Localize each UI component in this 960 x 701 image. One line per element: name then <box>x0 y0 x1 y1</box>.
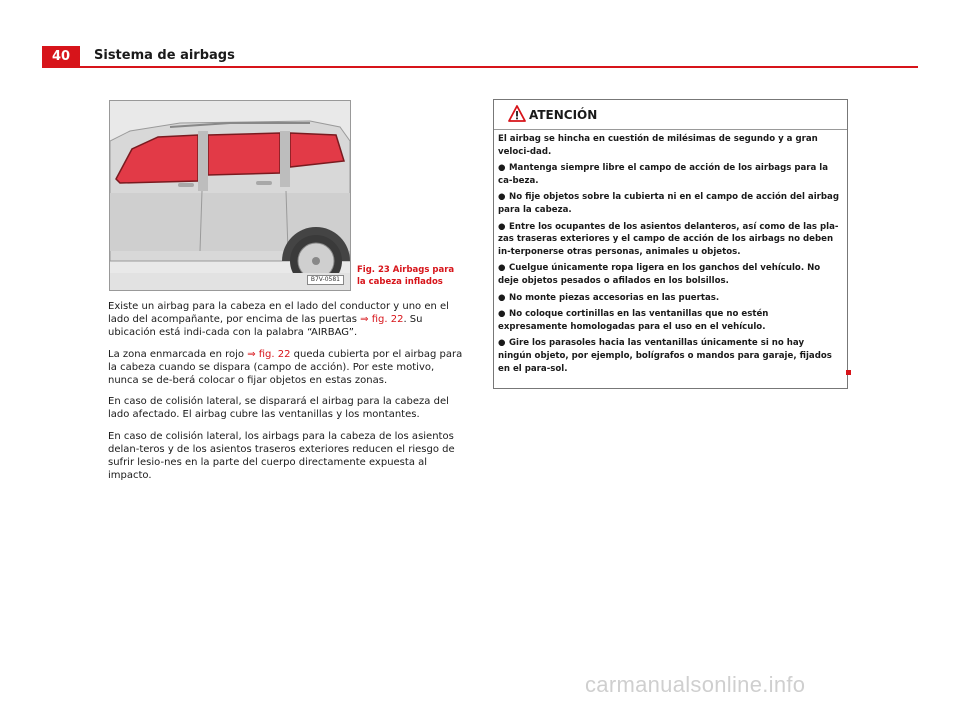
bullet-icon: ● <box>498 192 506 203</box>
warning-item <box>498 292 839 305</box>
end-of-section-marker <box>846 370 851 375</box>
figure-caption: Fig. 23 Airbags para la cabeza inflados <box>357 265 455 287</box>
figure-code: B7V-0581 <box>307 275 344 285</box>
warning-body <box>494 130 847 375</box>
watermark: carmanualsonline.info <box>585 672 806 697</box>
warning-item <box>498 337 839 375</box>
paragraph-4: En caso de colisión lateral, los airbags para la cabeza de los asientos delan-teros y de los asientos traseros exteriores reducen el riesgo de sufrir lesio-nes en la parte del cuerpo directamente expuesta al impacto. <box>108 430 455 482</box>
warning-item-text: No fije objetos sobre la cubierta ni en el campo de acción del airbag para la cabeza. <box>498 192 839 215</box>
bullet-icon: ● <box>498 163 506 174</box>
warning-item-text: Mantenga siempre libre el campo de acción de los airbags para la ca-beza. <box>498 163 829 186</box>
figure-reference-link[interactable]: ⇒ fig. 22 <box>247 348 291 360</box>
paragraph-1 <box>108 300 463 340</box>
warning-item-text: Entre los ocupantes de los asientos delanteros, así como de las pla-zas traseras exteriores y el campo de acción de los airbags no deben in-terponerse otras personas, animales u objetos. <box>498 221 839 257</box>
warning-header <box>494 100 847 130</box>
warning-triangle-icon <box>508 105 526 122</box>
bullet-icon: ● <box>498 309 506 320</box>
warning-item <box>498 262 839 287</box>
paragraph-1-text-b: . Su ubicación está indi-cada con la palabra “AIRBAG”. <box>108 314 423 339</box>
warning-item-text: No coloque cortinillas en las ventanillas que no estén expresamente homologadas para el uso en el vehículo. <box>498 309 769 332</box>
paragraph-2-text-b: queda cubierta por el airbag para la cabeza cuando se dispara (campo de acción). Por este motivo, nunca se de-berá colocar o fijar objetos en estas zonas. <box>108 348 463 387</box>
paragraph-2 <box>108 348 463 388</box>
warning-item-text: Cuelgue únicamente ropa ligera en los ganchos del vehículo. No deje objetos pesados o afilados en los bolsillos. <box>498 263 821 286</box>
bullet-icon: ● <box>498 292 506 303</box>
car-airbag-figure <box>109 100 351 291</box>
warning-item-text: No monte piezas accesorias en las puertas. <box>509 292 720 303</box>
car-side-airbags-image <box>110 101 350 290</box>
warning-title: ATENCIÓN <box>529 108 598 122</box>
bullet-icon: ● <box>498 263 506 274</box>
page-number: 40 <box>42 46 80 68</box>
warning-item-text: Gire los parasoles hacia las ventanillas únicamente si no hay ningún objeto, por ejemplo, bolígrafos o mandos para garaje, fijados en el para-sol. <box>498 338 832 374</box>
bullet-icon: ● <box>498 338 506 349</box>
bullet-icon: ● <box>498 221 506 232</box>
figure-reference-link[interactable]: ⇒ fig. 22 <box>360 314 404 326</box>
header-rule <box>42 66 918 68</box>
paragraph-3: En caso de colisión lateral, se disparará el airbag para la cabeza del lado afectado. El airbag cubre las ventanillas y los montantes. <box>108 396 449 421</box>
warning-item <box>498 191 839 216</box>
warning-box <box>493 99 848 389</box>
warning-intro: El airbag se hincha en cuestión de milésimas de segundo y a gran veloci-dad. <box>498 134 818 157</box>
body-text <box>108 300 463 490</box>
paragraph-1-text-a: Existe un airbag para la cabeza en el lado del conductor y uno en el lado del acompañante, por encima de las puertas <box>108 301 449 326</box>
warning-item <box>498 308 839 333</box>
warning-item <box>498 221 839 259</box>
paragraph-2-text-a: La zona enmarcada en rojo <box>108 348 248 360</box>
section-title: Sistema de airbags <box>94 48 235 63</box>
warning-item <box>498 162 839 187</box>
